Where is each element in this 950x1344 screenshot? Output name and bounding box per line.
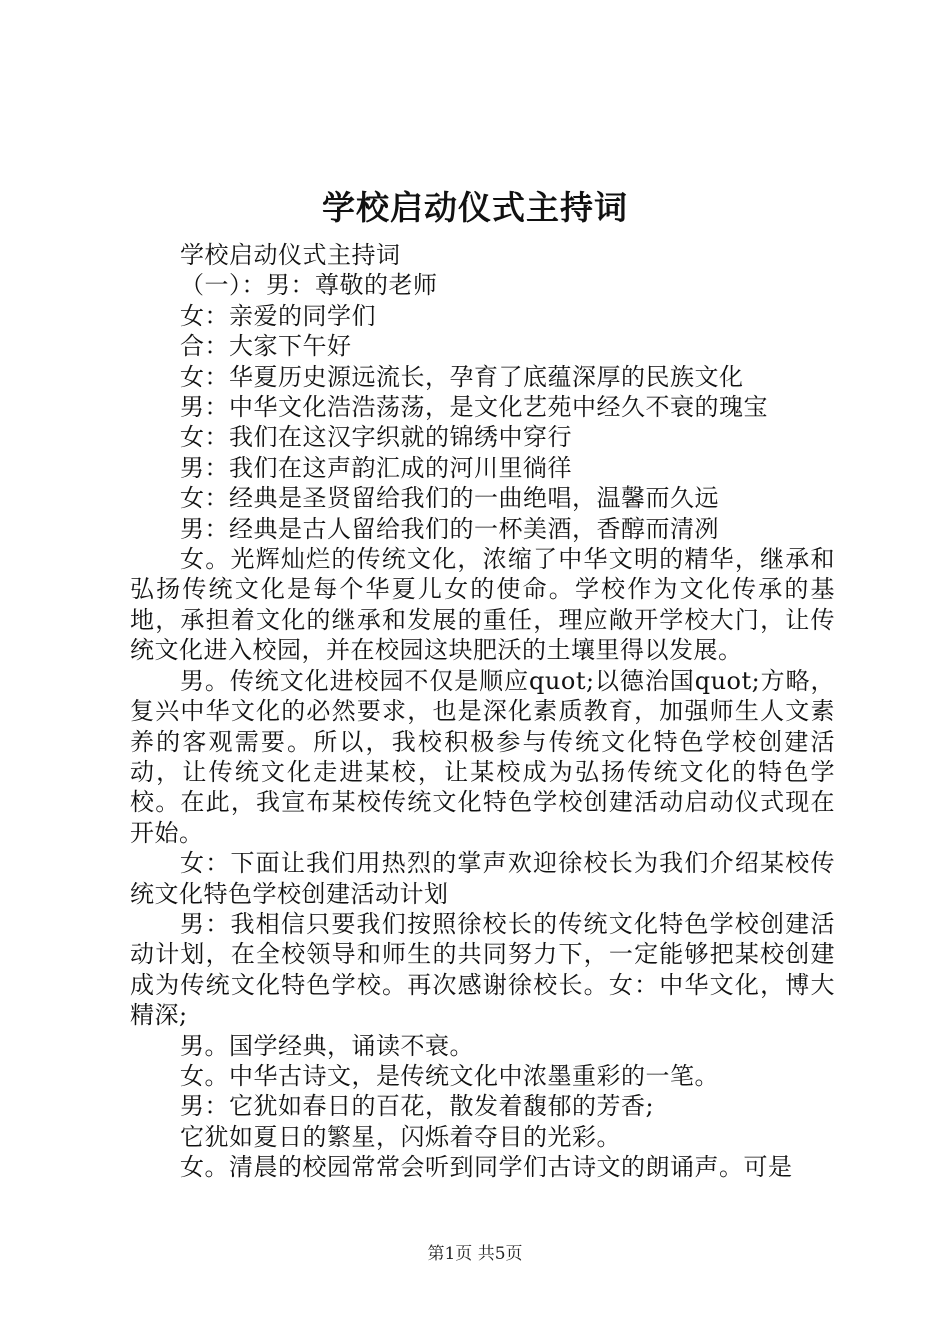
paragraph: 男：我相信只要我们按照徐校长的传统文化特色学校创建活动计划，在全校领导和师生的共同努力下，一定能够把某校创建成为传统文化特色学校。再次感谢徐校长。女：中华文化，博大精深; (130, 909, 835, 1030)
paragraph: 女：亲爱的同学们 (180, 301, 376, 330)
paragraph: 男：经典是古人留给我们的一杯美酒，香醇而清冽 (180, 514, 719, 543)
paragraph: 女。光辉灿烂的传统文化，浓缩了中华文明的精华，继承和弘扬传统文化是每个华夏儿女的使命。学校作为文化传承的基地，承担着文化的继承和发展的重任，理应敞开学校大门，让传统文化进入校园，并在校园这块肥沃的土壤里得以发展。 (130, 545, 835, 665)
paragraph: 女。中华古诗文，是传统文化中浓墨重彩的一笔。 (180, 1061, 719, 1090)
paragraph: （一）：男：尊敬的老师 (180, 271, 438, 300)
paragraph: 男：我们在这声韵汇成的河川里徜徉 (180, 453, 572, 482)
paragraph: 合：大家下午好 (180, 332, 352, 361)
paragraph: 女：我们在这汉字织就的锦绣中穿行 (180, 423, 572, 452)
paragraph: 男。国学经典，诵读不衰。 (180, 1031, 474, 1060)
document-body (130, 240, 835, 1183)
paragraph: 男：中华文化浩浩荡荡，是文化艺苑中经久不衰的瑰宝 (180, 393, 768, 422)
paragraph: 学校启动仪式主持词 (180, 241, 401, 269)
page-number-footer: 第1页 共5页 (427, 1244, 523, 1264)
paragraph: 它犹如夏日的繁星，闪烁着夺目的光彩。 (180, 1122, 621, 1151)
document-title: 学校启动仪式主持词 (322, 188, 628, 227)
paragraph: 女：经典是圣贤留给我们的一曲绝唱，温馨而久远 (180, 484, 719, 513)
paragraph: 女：下面让我们用热烈的掌声欢迎徐校长为我们介绍某校传统文化特色学校创建活动计划 (130, 849, 835, 908)
paragraph: 男：它犹如春日的百花，散发着馥郁的芳香; (180, 1092, 655, 1121)
paragraph: 男。传统文化进校园不仅是顺应quot;以德治国quot;方略，复兴中华文化的必然要求，也是深化素质教育，加强师生人文素养的客观需要。所以，我校积极参与传统文化特色学校创建活动，让传统文化走进某校，让某校成为弘扬传统文化的特色学校。在此，我宣布某校传统文化特色学校创建活动启动仪式现在开始。 (130, 666, 835, 847)
paragraph: 女：华夏历史源远流长，孕育了底蕴深厚的民族文化 (180, 362, 744, 391)
paragraph: 女。清晨的校园常常会听到同学们古诗文的朗诵声。可是 (180, 1153, 793, 1182)
